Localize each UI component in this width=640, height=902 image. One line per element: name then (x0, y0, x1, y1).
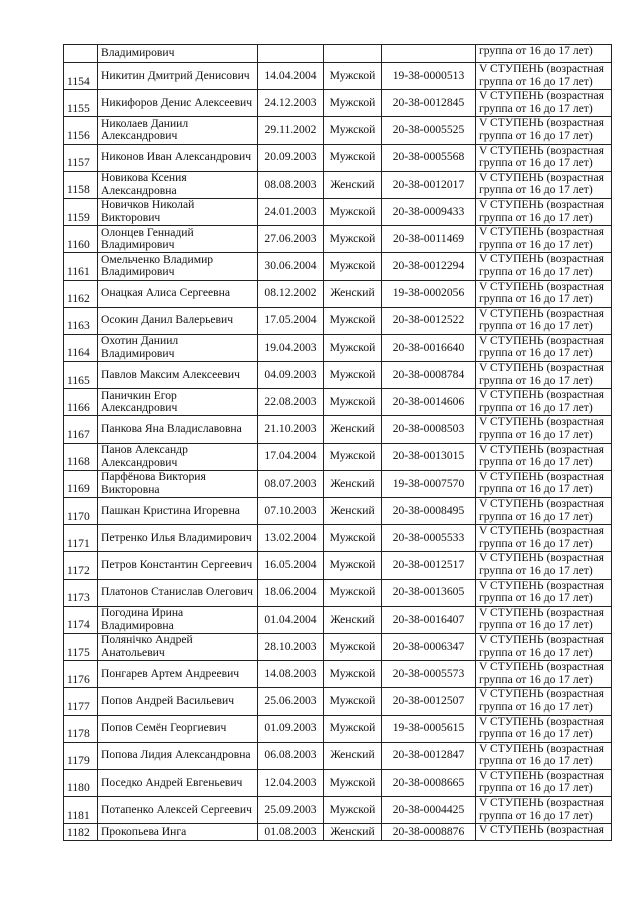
gto-level (476, 171, 612, 198)
gto-level-line-1: V СТУПЕНЬ (возрастная (479, 715, 604, 728)
full-name: Парфёнова Виктория Викторовна (98, 470, 258, 497)
gender: Мужской (324, 144, 382, 171)
birth-date: 28.10.2003 (258, 633, 324, 660)
gto-level (476, 742, 612, 769)
full-name: Погодина Ирина Владимировна (98, 606, 258, 633)
row-number (64, 45, 98, 63)
gto-level-line-2: группа от 16 до 17 лет) (479, 781, 593, 795)
gender: Мужской (324, 334, 382, 361)
gto-level-line-1: V СТУПЕНЬ (возрастная (479, 769, 604, 782)
gto-level-line-1: группа от 16 до 17 лет) (479, 44, 593, 57)
birth-date: 29.11.2002 (258, 117, 324, 144)
birth-date: 18.06.2004 (258, 579, 324, 606)
table-row (64, 144, 612, 171)
table-row (64, 389, 612, 416)
gto-level-line-1: V СТУПЕНЬ (возрастная (479, 62, 604, 75)
gto-level (476, 661, 612, 688)
birth-date: 01.08.2003 (258, 824, 324, 841)
gto-level-line-1: V СТУПЕНЬ (возрастная (479, 443, 604, 456)
gto-level-line-2: группа от 16 до 17 лет) (479, 237, 593, 251)
gto-level (476, 117, 612, 144)
table-row (64, 280, 612, 307)
gender: Мужской (324, 797, 382, 824)
table-row (64, 470, 612, 497)
gto-level-line-1: V СТУПЕНЬ (возрастная (479, 334, 604, 347)
gto-level-line-1: V СТУПЕНЬ (возрастная (479, 660, 604, 674)
gto-level-line-1: V СТУПЕНЬ (возрастная (479, 579, 604, 592)
uin-code: 20-38-0012017 (382, 171, 476, 198)
gto-level (476, 362, 612, 389)
row-number: 1171 (64, 525, 98, 552)
full-name: Прокопьева Инга (98, 824, 258, 841)
gto-level (476, 552, 612, 579)
birth-date: 08.08.2003 (258, 171, 324, 198)
gto-level-line-1: V СТУПЕНЬ (возрастная (479, 388, 604, 402)
row-number: 1154 (64, 63, 98, 90)
gto-level-line-2: группа от 16 до 17 лет) (479, 319, 593, 333)
uin-code: 20-38-0008495 (382, 498, 476, 525)
birth-date: 25.09.2003 (258, 797, 324, 824)
row-number: 1157 (64, 144, 98, 171)
table-row (64, 117, 612, 144)
birth-date: 01.09.2003 (258, 715, 324, 742)
gto-level-line-1: V СТУПЕНЬ (возрастная (479, 361, 604, 375)
gto-level-line-2: группа от 16 до 17 лет) (479, 400, 593, 414)
participants-table-body (64, 45, 612, 841)
gender: Мужской (324, 253, 382, 280)
gender: Мужской (324, 63, 382, 90)
participants-table (63, 44, 612, 841)
birth-date: 14.08.2003 (258, 661, 324, 688)
gto-level-line-2: группа от 16 до 17 лет) (479, 292, 593, 306)
table-row (64, 769, 612, 796)
gto-level (476, 280, 612, 307)
gto-level (476, 198, 612, 225)
table-row-continued (64, 45, 612, 63)
uin-code: 20-38-0008876 (382, 824, 476, 841)
row-number: 1179 (64, 742, 98, 769)
full-name: Паничкин Егор Александрович (98, 389, 258, 416)
gto-level-line-1: V СТУПЕНЬ (возрастная (479, 524, 604, 538)
full-name: Новичков Николай Викторович (98, 198, 258, 225)
full-name: Попов Семён Георгиевич (98, 715, 258, 742)
uin-code: 20-38-0008665 (382, 769, 476, 796)
table-row (64, 797, 612, 824)
full-name: Онацкая Алиса Сергеевна (98, 280, 258, 307)
row-number: 1167 (64, 416, 98, 443)
gender: Мужской (324, 443, 382, 470)
gender: Мужской (324, 362, 382, 389)
gto-level (476, 606, 612, 633)
gto-level (476, 253, 612, 280)
table-row (64, 552, 612, 579)
gto-level (476, 579, 612, 606)
row-number: 1174 (64, 606, 98, 633)
row-number: 1177 (64, 688, 98, 715)
birth-date: 22.08.2003 (258, 389, 324, 416)
gto-level (476, 90, 612, 117)
gender: Мужской (324, 552, 382, 579)
gto-level-line-2: группа от 16 до 17 лет) (479, 101, 593, 115)
row-number: 1172 (64, 552, 98, 579)
gender: Мужской (324, 90, 382, 117)
birth-date (258, 45, 324, 63)
gto-level-line-1: V СТУПЕНЬ (возрастная (479, 470, 604, 483)
table-row (64, 688, 612, 715)
gto-level-line-2: группа от 16 до 17 лет) (479, 346, 593, 360)
table-row-last (64, 824, 612, 841)
row-number: 1158 (64, 171, 98, 198)
gto-level (476, 443, 612, 470)
table-row (64, 307, 612, 334)
row-number: 1164 (64, 334, 98, 361)
gto-level-line-2: группа от 16 до 17 лет) (479, 482, 593, 496)
gender: Женский (324, 280, 382, 307)
row-number: 1160 (64, 226, 98, 253)
full-name: Понгарев Артем Андреевич (98, 661, 258, 688)
gto-level-line-2: группа от 16 до 17 лет) (479, 754, 593, 768)
row-number: 1161 (64, 253, 98, 280)
gto-level (476, 63, 612, 90)
row-number: 1168 (64, 443, 98, 470)
table-row (64, 362, 612, 389)
gender: Женский (324, 498, 382, 525)
gender: Мужской (324, 389, 382, 416)
table-row (64, 661, 612, 688)
gto-level-line-2: группа от 16 до 17 лет) (479, 645, 593, 659)
gender: Женский (324, 824, 382, 841)
gto-level-line-1: V СТУПЕНЬ (возрастная (479, 89, 604, 103)
uin-code: 19-38-0000513 (382, 63, 476, 90)
uin-code: 20-38-0016407 (382, 606, 476, 633)
gto-level-line-1: V СТУПЕНЬ (возрастная (479, 551, 604, 565)
table-row (64, 633, 612, 660)
gto-level-line-1: V СТУПЕНЬ (возрастная (479, 415, 604, 429)
gender: Женский (324, 606, 382, 633)
gto-level-line-2: группа от 16 до 17 лет) (479, 699, 593, 713)
birth-date: 19.04.2003 (258, 334, 324, 361)
gto-level-line-1: V СТУПЕНЬ (возрастная (479, 742, 604, 755)
gto-level (476, 226, 612, 253)
table-row (64, 171, 612, 198)
gto-level-line-2: группа от 16 до 17 лет) (479, 591, 593, 605)
row-number: 1180 (64, 769, 98, 796)
gender: Мужской (324, 769, 382, 796)
uin-code: 19-38-0007570 (382, 470, 476, 497)
full-name: Попова Лидия Александровна (98, 742, 258, 769)
birth-date: 13.02.2004 (258, 525, 324, 552)
row-number: 1173 (64, 579, 98, 606)
gender: Мужской (324, 198, 382, 225)
full-name: Никифоров Денис Алексеевич (98, 90, 258, 117)
full-name: Николаев Даниил Александрович (98, 117, 258, 144)
birth-date: 21.10.2003 (258, 416, 324, 443)
uin-code: 20-38-0008784 (382, 362, 476, 389)
gender: Мужской (324, 117, 382, 144)
gto-level-line-2: группа от 16 до 17 лет) (479, 210, 593, 224)
table-row (64, 443, 612, 470)
full-name: Попов Андрей Васильевич (98, 688, 258, 715)
uin-code (382, 45, 476, 63)
row-number: 1166 (64, 389, 98, 416)
birth-date: 08.12.2002 (258, 280, 324, 307)
full-name: Панкова Яна Владиславовна (98, 416, 258, 443)
gto-level (476, 470, 612, 497)
gto-level-line-2: группа от 16 до 17 лет) (479, 455, 593, 469)
gto-level-line-1: V СТУПЕНЬ (возрастная (479, 633, 604, 646)
uin-code: 20-38-0012522 (382, 307, 476, 334)
full-name: Омельченко Владимир Владимирович (98, 253, 258, 280)
gto-level (476, 715, 612, 742)
uin-code: 20-38-0005525 (382, 117, 476, 144)
uin-code: 20-38-0006347 (382, 633, 476, 660)
gto-level (476, 769, 612, 796)
full-name: Никонов Иван Александрович (98, 144, 258, 171)
birth-date: 24.12.2003 (258, 90, 324, 117)
table-row (64, 416, 612, 443)
gto-level-line-1: V СТУПЕНЬ (возрастная (479, 796, 604, 810)
uin-code: 20-38-0004425 (382, 797, 476, 824)
row-number: 1155 (64, 90, 98, 117)
uin-code: 20-38-0012847 (382, 742, 476, 769)
row-number: 1156 (64, 117, 98, 144)
full-name: Потапенко Алексей Сергеевич (98, 797, 258, 824)
gto-level-line-2: группа от 16 до 17 лет) (479, 536, 593, 550)
gto-level-line-1: V СТУПЕНЬ (возрастная (479, 497, 604, 510)
uin-code: 20-38-0011469 (382, 226, 476, 253)
uin-code: 20-38-0016640 (382, 334, 476, 361)
table-row (64, 525, 612, 552)
gto-level-line-2: группа от 16 до 17 лет) (479, 618, 593, 632)
row-number: 1165 (64, 362, 98, 389)
gender: Женский (324, 171, 382, 198)
gto-level-line-2: группа от 16 до 17 лет) (479, 808, 593, 822)
gto-level-line-2: группа от 16 до 17 лет) (479, 156, 593, 170)
uin-code: 20-38-0005573 (382, 661, 476, 688)
gender (324, 45, 382, 63)
uin-code: 20-38-0012845 (382, 90, 476, 117)
table-row (64, 90, 612, 117)
gto-level-line-1: V СТУПЕНЬ (возрастная (479, 823, 604, 837)
birth-date: 14.04.2004 (258, 63, 324, 90)
gto-level (476, 797, 612, 824)
birth-date: 07.10.2003 (258, 498, 324, 525)
gto-level (476, 45, 612, 63)
uin-code: 19-38-0005615 (382, 715, 476, 742)
birth-date: 08.07.2003 (258, 470, 324, 497)
birth-date: 12.04.2003 (258, 769, 324, 796)
gto-level-line-1: V СТУПЕНЬ (возрастная (479, 280, 604, 293)
full-name: Новикова Ксения Александровна (98, 171, 258, 198)
birth-date: 16.05.2004 (258, 552, 324, 579)
uin-code: 20-38-0012517 (382, 552, 476, 579)
gender: Мужской (324, 525, 382, 552)
uin-code: 19-38-0002056 (382, 280, 476, 307)
gender: Мужской (324, 661, 382, 688)
row-number: 1163 (64, 307, 98, 334)
gto-level-line-1: V СТУПЕНЬ (возрастная (479, 307, 604, 320)
uin-code: 20-38-0005568 (382, 144, 476, 171)
row-number: 1175 (64, 633, 98, 660)
gto-level-line-2: группа от 16 до 17 лет) (479, 672, 593, 686)
row-number: 1181 (64, 797, 98, 824)
uin-code: 20-38-0009433 (382, 198, 476, 225)
gender: Мужской (324, 715, 382, 742)
full-name: Поседко Андрей Евгеньевич (98, 769, 258, 796)
birth-date: 25.06.2003 (258, 688, 324, 715)
full-name: Владимирович (98, 45, 258, 63)
table-row (64, 579, 612, 606)
birth-date: 27.06.2003 (258, 226, 324, 253)
gto-level-line-1: V СТУПЕНЬ (возрастная (479, 171, 604, 184)
row-number: 1159 (64, 198, 98, 225)
full-name: Олонцев Геннадий Владимирович (98, 226, 258, 253)
gto-level-line-2: группа от 16 до 17 лет) (479, 128, 593, 142)
uin-code: 20-38-0008503 (382, 416, 476, 443)
gto-level-line-1: V СТУПЕНЬ (возрастная (479, 144, 604, 157)
row-number: 1169 (64, 470, 98, 497)
gender: Мужской (324, 226, 382, 253)
row-number: 1162 (64, 280, 98, 307)
full-name: Осокин Данил Валерьевич (98, 307, 258, 334)
table-row (64, 606, 612, 633)
gto-level-line-1: V СТУПЕНЬ (возрастная (479, 687, 604, 701)
full-name: Пашкан Кристина Игоревна (98, 498, 258, 525)
gto-level-line-2: группа от 16 до 17 лет) (479, 727, 593, 741)
table-row (64, 498, 612, 525)
full-name: Платонов Станислав Олегович (98, 579, 258, 606)
gender: Женский (324, 742, 382, 769)
gto-level (476, 416, 612, 443)
uin-code: 20-38-0012507 (382, 688, 476, 715)
gto-level (476, 389, 612, 416)
gto-level (476, 334, 612, 361)
gto-level-line-2: группа от 16 до 17 лет) (479, 428, 593, 442)
birth-date: 24.01.2003 (258, 198, 324, 225)
birth-date: 06.08.2003 (258, 742, 324, 769)
gender: Мужской (324, 633, 382, 660)
full-name: Панов Александр Александрович (98, 443, 258, 470)
gto-level-line-1: V СТУПЕНЬ (возрастная (479, 225, 604, 239)
gto-level (476, 688, 612, 715)
table-row (64, 253, 612, 280)
gender: Мужской (324, 688, 382, 715)
gender: Женский (324, 416, 382, 443)
birth-date: 17.04.2004 (258, 443, 324, 470)
birth-date: 30.06.2004 (258, 253, 324, 280)
gender: Мужской (324, 307, 382, 334)
gto-level-line-2: группа от 16 до 17 лет) (479, 183, 593, 197)
gto-level-line-1: V СТУПЕНЬ (возрастная (479, 198, 604, 211)
uin-code: 20-38-0012294 (382, 253, 476, 280)
gto-level (476, 824, 612, 841)
birth-date: 04.09.2003 (258, 362, 324, 389)
uin-code: 20-38-0005533 (382, 525, 476, 552)
birth-date: 17.05.2004 (258, 307, 324, 334)
table-row (64, 226, 612, 253)
gto-level-line-2: группа от 16 до 17 лет) (479, 563, 593, 577)
table-row (64, 715, 612, 742)
uin-code: 20-38-0014606 (382, 389, 476, 416)
full-name: Охотин Даниил Владимирович (98, 334, 258, 361)
table-row (64, 334, 612, 361)
gto-level-line-2: группа от 16 до 17 лет) (479, 74, 593, 88)
row-number: 1182 (64, 824, 98, 841)
gto-level (476, 633, 612, 660)
gto-level-line-1: V СТУПЕНЬ (возрастная (479, 116, 604, 130)
birth-date: 01.04.2004 (258, 606, 324, 633)
gto-level-line-1: V СТУПЕНЬ (возрастная (479, 606, 604, 619)
full-name: Павлов Максим Алексеевич (98, 362, 258, 389)
table-row (64, 742, 612, 769)
full-name: Полянічко Андрей Анатольевич (98, 633, 258, 660)
full-name: Петренко Илья Владимирович (98, 525, 258, 552)
row-number: 1176 (64, 661, 98, 688)
gto-level-line-2: группа от 16 до 17 лет) (479, 264, 593, 278)
row-number: 1170 (64, 498, 98, 525)
gto-level-line-2: группа от 16 до 17 лет) (479, 373, 593, 387)
gto-level (476, 498, 612, 525)
gender: Женский (324, 470, 382, 497)
gto-level (476, 144, 612, 171)
table-row (64, 198, 612, 225)
gto-level-line-2: группа от 16 до 17 лет) (479, 509, 593, 523)
birth-date: 20.09.2003 (258, 144, 324, 171)
gto-level (476, 525, 612, 552)
row-number: 1178 (64, 715, 98, 742)
table-row (64, 63, 612, 90)
gender: Мужской (324, 579, 382, 606)
full-name: Петров Константин Сергеевич (98, 552, 258, 579)
gto-level-line-1: V СТУПЕНЬ (возрастная (479, 252, 604, 266)
full-name: Никитин Дмитрий Денисович (98, 63, 258, 90)
uin-code: 20-38-0013015 (382, 443, 476, 470)
gto-level (476, 307, 612, 334)
uin-code: 20-38-0013605 (382, 579, 476, 606)
